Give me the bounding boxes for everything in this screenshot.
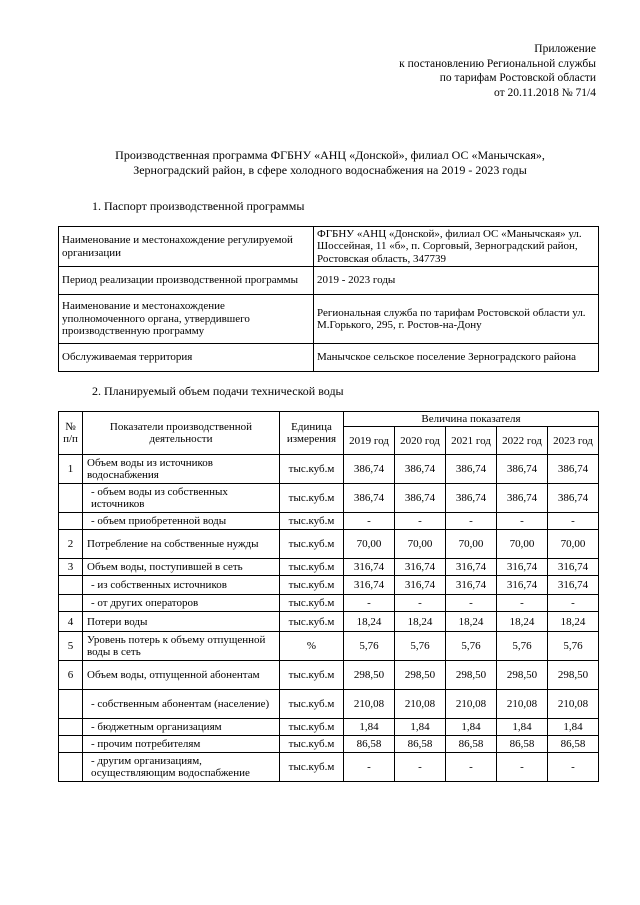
row-value: 316,74	[446, 559, 497, 576]
row-value: 70,00	[395, 530, 446, 559]
header-year: 2019 год	[344, 427, 395, 455]
row-num	[59, 595, 83, 612]
row-num	[59, 690, 83, 719]
row-value: 70,00	[497, 530, 548, 559]
row-value: -	[497, 595, 548, 612]
row-value: 1,84	[395, 719, 446, 736]
appendix-line: Приложение	[534, 43, 596, 55]
row-indicator: - бюджетным организациям	[83, 719, 280, 736]
row-num	[59, 513, 83, 530]
row-indicator: Уровень потерь к объему отпущенной воды в сеть	[83, 632, 280, 661]
row-value: -	[497, 753, 548, 782]
row-value: 316,74	[344, 576, 395, 595]
row-unit: тыс.куб.м	[280, 595, 344, 612]
row-value: -	[344, 753, 395, 782]
row-value: 18,24	[497, 612, 548, 632]
table-row	[59, 513, 599, 530]
row-unit: тыс.куб.м	[280, 736, 344, 753]
row-value: 316,74	[497, 576, 548, 595]
row-num: 3	[59, 559, 83, 576]
row-indicator: - другим организациям, осуществляющим водоспабжение	[83, 753, 280, 782]
row-unit: %	[280, 632, 344, 661]
table-row	[59, 595, 599, 612]
row-num	[59, 736, 83, 753]
row-indicator: - из собственных источников	[83, 576, 280, 595]
row-unit: тыс.куб.м	[280, 513, 344, 530]
row-value: -	[395, 513, 446, 530]
passport-row	[59, 344, 599, 372]
water-volume-table	[58, 411, 599, 782]
header-num: № п/п	[59, 412, 83, 455]
row-indicator: Объем воды, отпущенной абонентам	[83, 661, 280, 690]
row-num: 1	[59, 455, 83, 484]
row-value: 316,74	[395, 559, 446, 576]
row-value: 316,74	[497, 559, 548, 576]
appendix-line: по тарифам Ростовской области	[439, 72, 596, 84]
appendix-line: от 20.11.2018 № 71/4	[494, 86, 596, 99]
header-unit: Единица измерения	[280, 412, 344, 455]
row-value: 386,74	[395, 455, 446, 484]
row-value: 210,08	[395, 690, 446, 719]
row-value: 298,50	[548, 661, 599, 690]
row-unit: тыс.куб.м	[280, 719, 344, 736]
row-num	[59, 753, 83, 782]
row-value: 386,74	[548, 484, 599, 513]
row-value: 210,08	[548, 690, 599, 719]
row-value: 5,76	[395, 632, 446, 661]
row-value: 386,74	[446, 484, 497, 513]
row-value: 298,50	[344, 661, 395, 690]
row-unit: тыс.куб.м	[280, 612, 344, 632]
row-value: 5,76	[497, 632, 548, 661]
header-year: 2021 год	[446, 427, 497, 455]
row-indicator: Потребление на собственные нужды	[83, 530, 280, 559]
row-value: 86,58	[395, 736, 446, 753]
row-value: 386,74	[395, 484, 446, 513]
row-value: 386,74	[497, 455, 548, 484]
row-unit: тыс.куб.м	[280, 530, 344, 559]
row-indicator: - от других операторов	[83, 595, 280, 612]
row-value: 298,50	[446, 661, 497, 690]
row-value: 386,74	[344, 484, 395, 513]
row-indicator: Объем воды, поступившей в сеть	[83, 559, 280, 576]
row-value: 18,24	[395, 612, 446, 632]
table-row	[59, 455, 599, 484]
passport-row	[59, 295, 599, 344]
row-value: 18,24	[344, 612, 395, 632]
row-value: 298,50	[497, 661, 548, 690]
passport-value: Региональная служба по тарифам Ростовской области ул. М.Горького, 295, г. Ростов-на-Дону	[314, 295, 599, 344]
row-value: -	[548, 753, 599, 782]
title-line: Производственная программа ФГБНУ «АНЦ «Донской», филиал ОС «Манычская»,	[115, 148, 545, 162]
row-value: 1,84	[446, 719, 497, 736]
header-value-group: Величина показателя	[344, 412, 599, 427]
table-row	[59, 632, 599, 661]
table-header-row	[59, 412, 599, 427]
passport-value: Манычское сельское поселение Зерноградского района	[314, 344, 599, 372]
row-value: 5,76	[548, 632, 599, 661]
passport-value: ФГБНУ «АНЦ «Донской», филиал ОС «Манычская» ул. Шоссейная, 11 «б», п. Сорговый, Зерноградский район, Ростовская область, 347739	[314, 227, 599, 267]
row-value: 210,08	[344, 690, 395, 719]
document-title	[70, 148, 590, 178]
row-value: 86,58	[497, 736, 548, 753]
table-row	[59, 719, 599, 736]
row-num: 6	[59, 661, 83, 690]
row-unit: тыс.куб.м	[280, 576, 344, 595]
row-value: 386,74	[344, 455, 395, 484]
row-value: -	[446, 595, 497, 612]
row-num: 4	[59, 612, 83, 632]
row-num	[59, 719, 83, 736]
row-indicator: Объем воды из источников водоснабжения	[83, 455, 280, 484]
row-value: -	[548, 513, 599, 530]
passport-table	[58, 226, 599, 372]
row-value: 86,58	[344, 736, 395, 753]
row-value: 86,58	[446, 736, 497, 753]
header-year: 2020 год	[395, 427, 446, 455]
passport-label: Обслуживаемая территория	[59, 344, 314, 372]
row-value: -	[395, 753, 446, 782]
header-indicator: Показатели производственной деятельности	[83, 412, 280, 455]
row-indicator: - объем приобретенной воды	[83, 513, 280, 530]
row-num	[59, 484, 83, 513]
row-num	[59, 576, 83, 595]
row-indicator: - собственным абонентам (население)	[83, 690, 280, 719]
passport-label: Наименование и местонахождение уполномоченного органа, утвердившего производственную программу	[59, 295, 314, 344]
row-value: 298,50	[395, 661, 446, 690]
row-unit: тыс.куб.м	[280, 559, 344, 576]
table-row	[59, 612, 599, 632]
table-row	[59, 530, 599, 559]
row-value: 70,00	[344, 530, 395, 559]
passport-label: Период реализации производственной программы	[59, 267, 314, 295]
row-unit: тыс.куб.м	[280, 753, 344, 782]
row-value: 386,74	[446, 455, 497, 484]
row-value: 70,00	[446, 530, 497, 559]
row-value: -	[446, 513, 497, 530]
row-value: -	[548, 595, 599, 612]
row-value: 5,76	[446, 632, 497, 661]
row-value: 316,74	[395, 576, 446, 595]
row-value: 316,74	[548, 576, 599, 595]
row-value: -	[344, 513, 395, 530]
row-value: 18,24	[446, 612, 497, 632]
passport-value: 2019 - 2023 годы	[314, 267, 599, 295]
row-value: 70,00	[548, 530, 599, 559]
row-value: 316,74	[344, 559, 395, 576]
passport-row	[59, 267, 599, 295]
appendix-header	[399, 42, 596, 100]
row-unit: тыс.куб.м	[280, 661, 344, 690]
table-row	[59, 690, 599, 719]
row-value: -	[395, 595, 446, 612]
row-indicator: - объем воды из собственных источников	[83, 484, 280, 513]
section-1-title: 1. Паспорт производственной программы	[92, 199, 305, 213]
row-unit: тыс.куб.м	[280, 455, 344, 484]
row-indicator: - прочим потребителям	[83, 736, 280, 753]
row-value: 5,76	[344, 632, 395, 661]
row-value: 316,74	[446, 576, 497, 595]
row-indicator: Потери воды	[83, 612, 280, 632]
row-value: -	[497, 513, 548, 530]
section-2-title: 2. Планируемый объем подачи технической воды	[92, 384, 344, 398]
row-num: 2	[59, 530, 83, 559]
table-row	[59, 576, 599, 595]
row-value: 210,08	[497, 690, 548, 719]
row-value: 18,24	[548, 612, 599, 632]
table-body	[59, 455, 599, 782]
row-value: 1,84	[548, 719, 599, 736]
row-value: 316,74	[548, 559, 599, 576]
row-value: 1,84	[344, 719, 395, 736]
row-value: 210,08	[446, 690, 497, 719]
header-year: 2023 год	[548, 427, 599, 455]
row-value: 86,58	[548, 736, 599, 753]
appendix-line: к постановлению Региональной службы	[399, 57, 596, 70]
row-value: -	[344, 595, 395, 612]
table-row	[59, 753, 599, 782]
row-num: 5	[59, 632, 83, 661]
title-line: Зерноградский район, в сфере холодного водоснабжения на 2019 - 2023 годы	[133, 163, 527, 177]
row-value: 386,74	[497, 484, 548, 513]
row-unit: тыс.куб.м	[280, 484, 344, 513]
row-value: -	[446, 753, 497, 782]
header-year: 2022 год	[497, 427, 548, 455]
row-value: 386,74	[548, 455, 599, 484]
row-value: 1,84	[497, 719, 548, 736]
row-unit: тыс.куб.м	[280, 690, 344, 719]
table-row	[59, 559, 599, 576]
passport-label: Наименование и местонахождение регулируемой организации	[59, 227, 314, 267]
table-row	[59, 484, 599, 513]
table-row	[59, 661, 599, 690]
table-row	[59, 736, 599, 753]
passport-row	[59, 227, 599, 267]
